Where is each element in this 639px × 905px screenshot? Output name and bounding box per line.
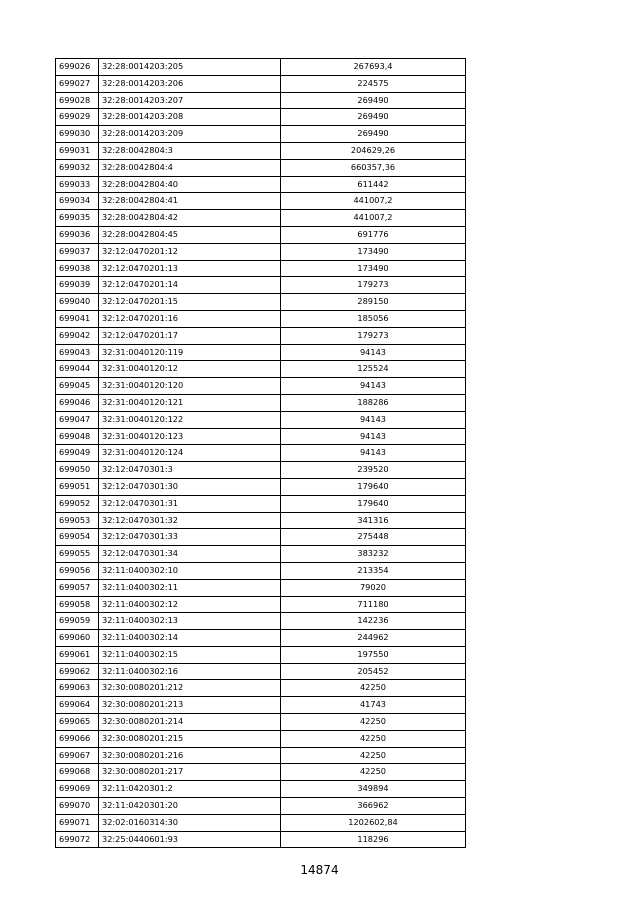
cadastral-number-cell: 32:25:0440601:93 xyxy=(99,831,281,848)
cadastral-value-cell: 118296 xyxy=(281,831,466,848)
row-number-cell: 699036 xyxy=(56,226,99,243)
table-row xyxy=(56,428,466,445)
row-number-cell: 699026 xyxy=(56,59,99,76)
cadastral-number-cell: 32:28:0014203:206 xyxy=(99,75,281,92)
cadastral-value-cell: 185056 xyxy=(281,310,466,327)
table-row xyxy=(56,361,466,378)
cadastral-value-cell: 94143 xyxy=(281,428,466,445)
table-row xyxy=(56,59,466,76)
table-row xyxy=(56,92,466,109)
row-number-cell: 699030 xyxy=(56,126,99,143)
row-number-cell: 699029 xyxy=(56,109,99,126)
cadastral-number-cell: 32:12:0470201:16 xyxy=(99,310,281,327)
table-row xyxy=(56,697,466,714)
row-number-cell: 699027 xyxy=(56,75,99,92)
table-row xyxy=(56,142,466,159)
row-number-cell: 699065 xyxy=(56,714,99,731)
cadastral-value-cell: 94143 xyxy=(281,445,466,462)
table-row xyxy=(56,109,466,126)
cadastral-number-cell: 32:12:0470301:32 xyxy=(99,512,281,529)
table-row xyxy=(56,831,466,848)
cadastral-number-cell: 32:11:0420301:2 xyxy=(99,781,281,798)
row-number-cell: 699028 xyxy=(56,92,99,109)
table-row xyxy=(56,764,466,781)
cadastral-value-cell: 42250 xyxy=(281,714,466,731)
row-number-cell: 699058 xyxy=(56,596,99,613)
cadastral-number-cell: 32:30:0080201:213 xyxy=(99,697,281,714)
cadastral-value-cell: 691776 xyxy=(281,226,466,243)
cadastral-value-cell: 42250 xyxy=(281,764,466,781)
cadastral-number-cell: 32:31:0040120:120 xyxy=(99,378,281,395)
cadastral-value-cell: 204629,26 xyxy=(281,142,466,159)
table-row xyxy=(56,613,466,630)
cadastral-value-cell: 660357,36 xyxy=(281,159,466,176)
row-number-cell: 699043 xyxy=(56,344,99,361)
cadastral-number-cell: 32:31:0040120:119 xyxy=(99,344,281,361)
cadastral-value-cell: 224575 xyxy=(281,75,466,92)
cadastral-value-cell: 179640 xyxy=(281,478,466,495)
table-row xyxy=(56,546,466,563)
table-row xyxy=(56,529,466,546)
cadastral-number-cell: 32:11:0400302:16 xyxy=(99,663,281,680)
table-row xyxy=(56,210,466,227)
cadastral-value-cell: 41743 xyxy=(281,697,466,714)
table-row xyxy=(56,310,466,327)
cadastral-number-cell: 32:12:0470301:30 xyxy=(99,478,281,495)
cadastral-value-cell: 239520 xyxy=(281,462,466,479)
cadastral-value-cell: 441007,2 xyxy=(281,193,466,210)
row-number-cell: 699041 xyxy=(56,310,99,327)
row-number-cell: 699042 xyxy=(56,327,99,344)
table-row xyxy=(56,730,466,747)
row-number-cell: 699066 xyxy=(56,730,99,747)
cadastral-number-cell: 32:11:0400302:10 xyxy=(99,562,281,579)
cadastral-number-cell: 32:11:0400302:15 xyxy=(99,646,281,663)
cadastral-number-cell: 32:12:0470301:3 xyxy=(99,462,281,479)
cadastral-value-cell: 179640 xyxy=(281,495,466,512)
cadastral-value-cell: 42250 xyxy=(281,680,466,697)
row-number-cell: 699038 xyxy=(56,260,99,277)
row-number-cell: 699031 xyxy=(56,142,99,159)
row-number-cell: 699062 xyxy=(56,663,99,680)
cadastral-value-cell: 349894 xyxy=(281,781,466,798)
table-row xyxy=(56,126,466,143)
table-row xyxy=(56,579,466,596)
table-row xyxy=(56,378,466,395)
cadastral-value-table xyxy=(55,58,466,848)
cadastral-number-cell: 32:11:0400302:11 xyxy=(99,579,281,596)
cadastral-value-cell: 244962 xyxy=(281,630,466,647)
row-number-cell: 699060 xyxy=(56,630,99,647)
table-row xyxy=(56,159,466,176)
cadastral-value-cell: 441007,2 xyxy=(281,210,466,227)
cadastral-value-cell: 42250 xyxy=(281,730,466,747)
table-row xyxy=(56,445,466,462)
row-number-cell: 699050 xyxy=(56,462,99,479)
table-row xyxy=(56,277,466,294)
cadastral-number-cell: 32:12:0470201:13 xyxy=(99,260,281,277)
row-number-cell: 699051 xyxy=(56,478,99,495)
page-number: 14874 xyxy=(300,863,339,877)
cadastral-value-cell: 383232 xyxy=(281,546,466,563)
row-number-cell: 699037 xyxy=(56,243,99,260)
table-row xyxy=(56,798,466,815)
row-number-cell: 699063 xyxy=(56,680,99,697)
row-number-cell: 699055 xyxy=(56,546,99,563)
cadastral-number-cell: 32:12:0470201:12 xyxy=(99,243,281,260)
cadastral-number-cell: 32:31:0040120:12 xyxy=(99,361,281,378)
row-number-cell: 699057 xyxy=(56,579,99,596)
cadastral-value-cell: 142236 xyxy=(281,613,466,630)
cadastral-number-cell: 32:30:0080201:212 xyxy=(99,680,281,697)
row-number-cell: 699072 xyxy=(56,831,99,848)
cadastral-number-cell: 32:28:0014203:207 xyxy=(99,92,281,109)
cadastral-number-cell: 32:28:0042804:4 xyxy=(99,159,281,176)
row-number-cell: 699059 xyxy=(56,613,99,630)
row-number-cell: 699039 xyxy=(56,277,99,294)
table-row xyxy=(56,478,466,495)
table-row xyxy=(56,260,466,277)
cadastral-value-cell: 179273 xyxy=(281,327,466,344)
table-row xyxy=(56,495,466,512)
cadastral-value-cell: 42250 xyxy=(281,747,466,764)
row-number-cell: 699047 xyxy=(56,411,99,428)
cadastral-number-cell: 32:28:0042804:40 xyxy=(99,176,281,193)
cadastral-value-cell: 267693,4 xyxy=(281,59,466,76)
table-row xyxy=(56,512,466,529)
cadastral-number-cell: 32:12:0470301:33 xyxy=(99,529,281,546)
table-row xyxy=(56,394,466,411)
cadastral-number-cell: 32:28:0042804:45 xyxy=(99,226,281,243)
cadastral-number-cell: 32:02:0160314:30 xyxy=(99,814,281,831)
cadastral-number-cell: 32:30:0080201:216 xyxy=(99,747,281,764)
row-number-cell: 699044 xyxy=(56,361,99,378)
row-number-cell: 699071 xyxy=(56,814,99,831)
row-number-cell: 699046 xyxy=(56,394,99,411)
table-row xyxy=(56,646,466,663)
row-number-cell: 699035 xyxy=(56,210,99,227)
cadastral-number-cell: 32:28:0014203:205 xyxy=(99,59,281,76)
cadastral-number-cell: 32:28:0014203:209 xyxy=(99,126,281,143)
cadastral-value-cell: 188286 xyxy=(281,394,466,411)
table-row xyxy=(56,193,466,210)
cadastral-value-cell: 197550 xyxy=(281,646,466,663)
row-number-cell: 699056 xyxy=(56,562,99,579)
row-number-cell: 699061 xyxy=(56,646,99,663)
table-row xyxy=(56,75,466,92)
cadastral-number-cell: 32:30:0080201:215 xyxy=(99,730,281,747)
row-number-cell: 699053 xyxy=(56,512,99,529)
cadastral-number-cell: 32:30:0080201:217 xyxy=(99,764,281,781)
cadastral-number-cell: 32:12:0470201:15 xyxy=(99,294,281,311)
cadastral-value-cell: 179273 xyxy=(281,277,466,294)
cadastral-value-cell: 205452 xyxy=(281,663,466,680)
cadastral-number-cell: 32:11:0400302:12 xyxy=(99,596,281,613)
cadastral-value-cell: 213354 xyxy=(281,562,466,579)
row-number-cell: 699054 xyxy=(56,529,99,546)
row-number-cell: 699040 xyxy=(56,294,99,311)
cadastral-value-cell: 341316 xyxy=(281,512,466,529)
row-number-cell: 699064 xyxy=(56,697,99,714)
table-row xyxy=(56,462,466,479)
cadastral-value-cell: 1202602,84 xyxy=(281,814,466,831)
cadastral-value-cell: 173490 xyxy=(281,260,466,277)
table-row xyxy=(56,630,466,647)
cadastral-value-cell: 94143 xyxy=(281,378,466,395)
table-row xyxy=(56,327,466,344)
table-row xyxy=(56,747,466,764)
cadastral-value-cell: 289150 xyxy=(281,294,466,311)
cadastral-number-cell: 32:31:0040120:121 xyxy=(99,394,281,411)
row-number-cell: 699033 xyxy=(56,176,99,193)
cadastral-number-cell: 32:11:0420301:20 xyxy=(99,798,281,815)
table-row xyxy=(56,226,466,243)
cadastral-number-cell: 32:11:0400302:14 xyxy=(99,630,281,647)
table-row xyxy=(56,176,466,193)
table-row xyxy=(56,781,466,798)
table-row xyxy=(56,680,466,697)
cadastral-number-cell: 32:30:0080201:214 xyxy=(99,714,281,731)
table-row xyxy=(56,714,466,731)
cadastral-value-cell: 94143 xyxy=(281,344,466,361)
cadastral-number-cell: 32:31:0040120:123 xyxy=(99,428,281,445)
cadastral-number-cell: 32:12:0470201:17 xyxy=(99,327,281,344)
cadastral-value-cell: 611442 xyxy=(281,176,466,193)
table-row xyxy=(56,562,466,579)
cadastral-number-cell: 32:31:0040120:124 xyxy=(99,445,281,462)
row-number-cell: 699045 xyxy=(56,378,99,395)
cadastral-number-cell: 32:28:0042804:42 xyxy=(99,210,281,227)
cadastral-value-cell: 366962 xyxy=(281,798,466,815)
row-number-cell: 699068 xyxy=(56,764,99,781)
cadastral-value-cell: 79020 xyxy=(281,579,466,596)
row-number-cell: 699067 xyxy=(56,747,99,764)
cadastral-value-cell: 125524 xyxy=(281,361,466,378)
table-row xyxy=(56,663,466,680)
cadastral-value-cell: 94143 xyxy=(281,411,466,428)
cadastral-number-cell: 32:31:0040120:122 xyxy=(99,411,281,428)
row-number-cell: 699034 xyxy=(56,193,99,210)
row-number-cell: 699032 xyxy=(56,159,99,176)
row-number-cell: 699070 xyxy=(56,798,99,815)
table-row xyxy=(56,411,466,428)
cadastral-number-cell: 32:11:0400302:13 xyxy=(99,613,281,630)
cadastral-value-cell: 269490 xyxy=(281,109,466,126)
table-row xyxy=(56,814,466,831)
cadastral-number-cell: 32:12:0470301:34 xyxy=(99,546,281,563)
row-number-cell: 699049 xyxy=(56,445,99,462)
table-row xyxy=(56,243,466,260)
cadastral-value-cell: 173490 xyxy=(281,243,466,260)
cadastral-value-cell: 269490 xyxy=(281,126,466,143)
cadastral-value-cell: 711180 xyxy=(281,596,466,613)
table-row xyxy=(56,294,466,311)
row-number-cell: 699069 xyxy=(56,781,99,798)
row-number-cell: 699048 xyxy=(56,428,99,445)
cadastral-number-cell: 32:12:0470301:31 xyxy=(99,495,281,512)
cadastral-number-cell: 32:28:0014203:208 xyxy=(99,109,281,126)
row-number-cell: 699052 xyxy=(56,495,99,512)
cadastral-value-cell: 269490 xyxy=(281,92,466,109)
cadastral-number-cell: 32:12:0470201:14 xyxy=(99,277,281,294)
table-row xyxy=(56,596,466,613)
table-body xyxy=(56,59,466,848)
cadastral-number-cell: 32:28:0042804:3 xyxy=(99,142,281,159)
cadastral-number-cell: 32:28:0042804:41 xyxy=(99,193,281,210)
cadastral-value-cell: 275448 xyxy=(281,529,466,546)
table-row xyxy=(56,344,466,361)
